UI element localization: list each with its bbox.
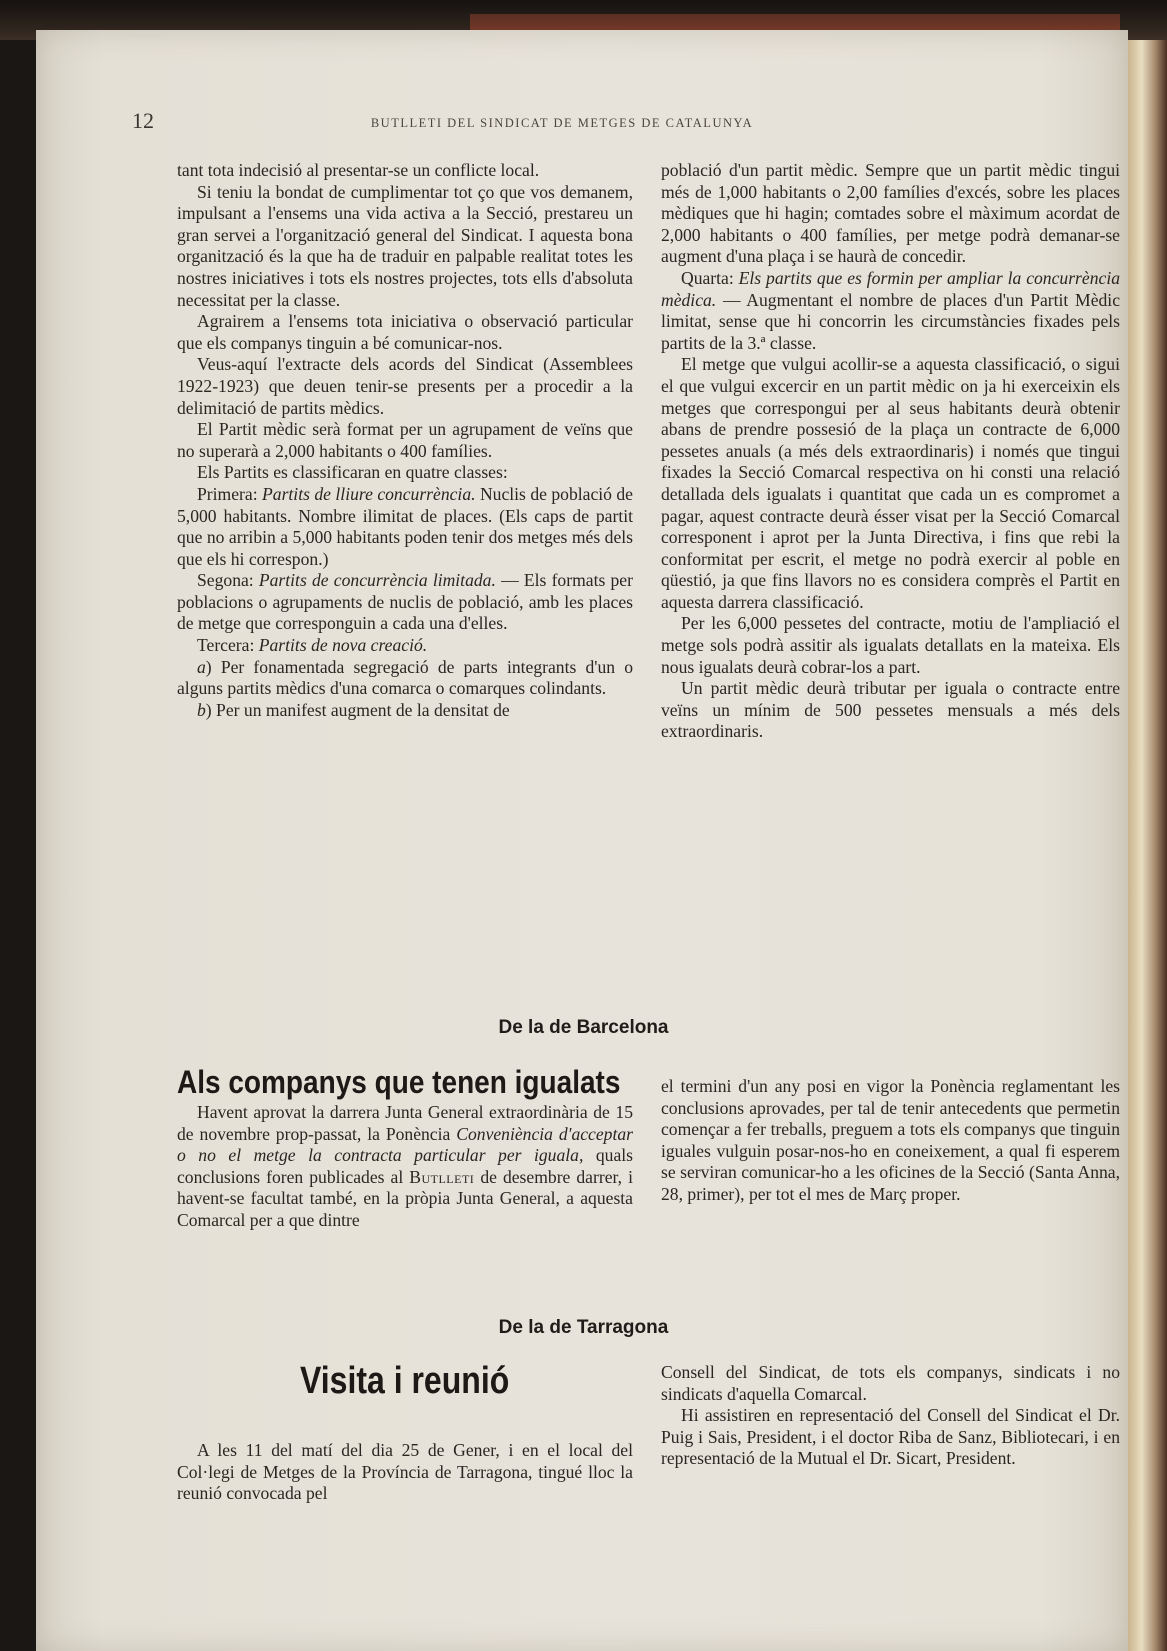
paragraph-class-primera: Primera: Partits de lliure concurrència. Nuclis de població de 5,000 habitants. Nombre ilimitat de places. (Els caps de partit que no arribin a 5,000 habitants poden tenir dos metges més dels que els hi correspon.)	[177, 483, 633, 569]
section-heading-barcelona: De la de Barcelona	[498, 1017, 669, 1038]
article-column-left	[177, 1440, 633, 1505]
paragraph: El metge que vulgui acollir-se a aquesta classificació, o sigui el que vulgui excercir en un partit mèdic on ja hi exerceixin els metges que correspongui per al seus habitants deurà obtenir abans de prendre possesió de la plaça un contracte de 6,000 pessetes anuals (a més dels extraordinaris) i només que tingui fixades la Secció Comarcal respectiva on hi consti una relació detallada dels igualats i quantitat que cada un es compromet a pagar, aquest contracte deurà ésser visat per la Secció Comarcal corresponent i aprot per la Junta Directiva, i fins que rebi la conformitat per escrit, el metge no podrà exercir al poble en qüestió, ja que fins llavors no es considera comprès el Partit en aquesta darrera classificació.	[661, 354, 1120, 612]
article-column-right	[661, 160, 1120, 743]
paragraph-class-segona: Segona: Partits de concurrència limitada. — Els formats per poblacions o agrupaments de nuclis de població, amb les places de metge que corresponguin a cada una d'elles.	[177, 570, 633, 634]
article-column-left	[177, 1102, 633, 1232]
paragraph: Hi assistiren en representació del Consell del Sindicat el Dr. Puig i Sais, President, i el doctor Riba de Sanz, Bibliotecari, i en representació de la Mutual el Dr. Sicart, President.	[661, 1405, 1120, 1469]
paragraph: Els Partits es classificaran en quatre classes:	[197, 462, 508, 483]
paragraph: Per les 6,000 pessetes del contracte, motiu de l'ampliació el metge sols podrà assitir als igualats detallats en la mateixa. Els nous igualats deurà cobrar-los a part.	[661, 613, 1120, 677]
paragraph: Si teniu la bondat de cumplimentar tot ço que vos demanem, impulsant a l'ensems una vida activa a la Secció, prestareu un gran servei a l'organització general del Sindicat. I aquesta bona organització és la que ha de traduir en palpable realitat totes les nostres iniciatives i tots els nostres projectes, tots ells d'absoluta necessitat per la classe.	[177, 181, 633, 310]
paragraph-item-b: b) Per un manifest augment de la densitat de	[197, 699, 510, 720]
paragraph: Havent aprovat la darrera Junta General extraordinària de 15 de novembre prop-passat, la Ponència Conveniència d'acceptar o no el metge la contracta particular per iguala, quals conclusions foren publicades al Butlleti de desembre darrer, i havent-se facultat també, en la pròpia Junta General, a aquesta Comarcal per a que dintre	[177, 1102, 633, 1230]
article-column-right	[661, 1362, 1120, 1470]
section-heading-tarragona: De la de Tarragona	[498, 1317, 669, 1338]
paragraph-class-quarta: Quarta: Els partits que es formin per ampliar la concurrència mèdica. — Augmentant el nombre de places d'un Partit Mèdic limitat, sense que hi concorrin les circumstàncies fixades pels partits de la 3.ª classe.	[661, 267, 1121, 353]
book-edge-right	[1128, 40, 1167, 1651]
paragraph: A les 11 del matí del dia 25 de Gener, i en el local del Col·legi de Metges de la Província de Tarragona, tingué lloc la reunió convocada pel	[177, 1440, 633, 1504]
paragraph-item-a: a) Per fonamentada segregació de parts integrants d'un o alguns partits mèdics d'una comarca o comarques colindants.	[177, 656, 633, 699]
article-column-right	[661, 1076, 1120, 1206]
running-head: BUTLLETI DEL SINDICAT DE METGES DE CATALUNYA	[370, 116, 754, 130]
paragraph: Un partit mèdic deurà tributar per iguala o contracte entre veïns un mínim de 500 pessetes mensuals a més dels extraordinaris.	[661, 678, 1120, 742]
article-column-left	[177, 160, 633, 721]
paragraph: població d'un partit mèdic. Sempre que un partit mèdic tingui més de 1,000 habitants o 2,00 famílies d'excés, sobre les places mèdiques que hi hagin; comtades sobre el màximum acordat de 2,000 habitants o 400 famílies, per metge podrà demanar-se augment d'una plaça i se haurà de concedir.	[661, 160, 1120, 267]
page-header	[132, 108, 992, 138]
paragraph: Veus-aquí l'extracte dels acords del Sindicat (Assemblees 1922-1923) que deuen tenir-se presents per a procedir a la delimitació de partits mèdics.	[177, 354, 633, 418]
paragraph: tant tota indecisió al presentar-se un conflicte local.	[177, 160, 540, 180]
page-number: 12	[132, 108, 154, 133]
article-title-igualats: Als companys que tenen igualats	[177, 1064, 621, 1100]
paragraph: el termini d'un any posi en vigor la Ponència reglamentant les conclusions aprovades, per tal de tenir antecedents que permetin començar a fer treballs, preguem a tots els companys que tinguin iguales vulguin posar-nos-ho en coneixement, a qual fi esperem se serviran comunicar-ho a les oficines de la Secció (Santa Anna, 28, primer), per tot el mes de Març proper.	[661, 1076, 1120, 1204]
paragraph: Consell del Sindicat, de tots els companys, sindicats i no sindicats d'aquella Comarcal.	[661, 1362, 1120, 1404]
paragraph: El Partit mèdic serà format per un agrupament de veïns que no superarà a 2,000 habitants o 400 famílies.	[177, 419, 633, 461]
paragraph-class-tercera: Tercera: Partits de nova creació.	[197, 635, 428, 656]
paragraph: Agrairem a l'ensems tota iniciativa o observació particular que els companys tinguin a bé comunicar-nos.	[177, 311, 633, 353]
article-title-visita: Visita i reunió	[300, 1358, 510, 1402]
